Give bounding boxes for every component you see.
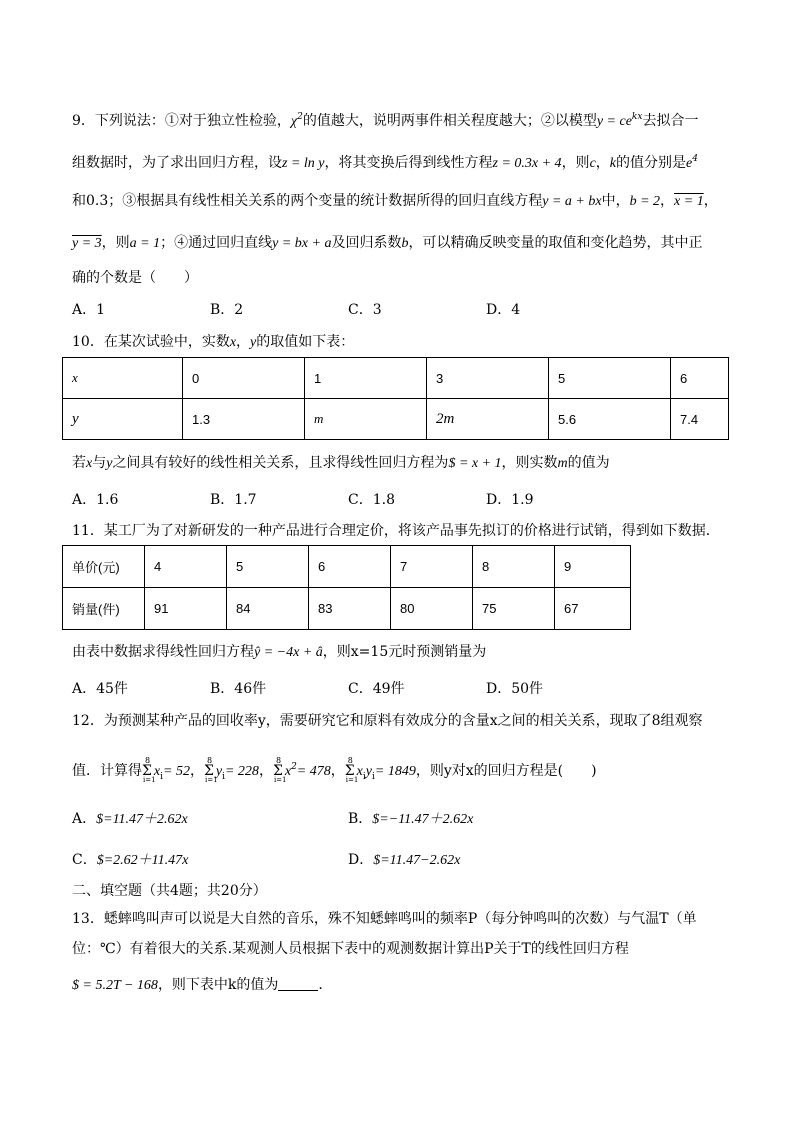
sigma-upper: 8 bbox=[145, 756, 151, 765]
q13-line1: 13．蟋蟀鸣叫声可以说是大自然的音乐，殊不知蟋蟀鸣叫的频率P（每分钟鸣叫的次数）与气温T（单 bbox=[72, 911, 697, 927]
sub-index: i bbox=[371, 772, 375, 782]
sum-var: x bbox=[153, 764, 161, 779]
b-value: b = 2 bbox=[629, 194, 661, 209]
sigma-lower: i=1 bbox=[273, 776, 287, 784]
q10-option-a[interactable]: A．1.6 bbox=[72, 492, 119, 508]
q12-option-b[interactable] bbox=[348, 810, 473, 829]
e-exponent: 4 bbox=[692, 154, 698, 164]
q9-text: ， bbox=[703, 193, 718, 209]
model-exponent: kx bbox=[631, 112, 643, 122]
q11-stem: 11．某工厂为了对新研发的一种产品进行合理定价，将该产品事先拟订的价格进行试销，得到如下数据． bbox=[72, 523, 720, 539]
q9-line3 bbox=[72, 192, 718, 211]
table-cell: 5 bbox=[549, 358, 671, 399]
q9-text: 及回归系数 bbox=[331, 235, 402, 251]
q10-text: 的取值如下表： bbox=[256, 334, 355, 350]
q12-option-c[interactable] bbox=[72, 851, 188, 870]
q13-text: . bbox=[318, 977, 323, 993]
table-cell: 5.6 bbox=[549, 399, 671, 440]
e-power: e bbox=[686, 156, 693, 171]
answer-blank[interactable] bbox=[278, 978, 318, 991]
var-y: y bbox=[250, 335, 257, 350]
table-cell: 1.3 bbox=[183, 399, 305, 440]
q10-table bbox=[62, 357, 729, 440]
q11-table bbox=[62, 545, 631, 630]
q9-option-a[interactable]: A．1 bbox=[72, 302, 106, 318]
table-row bbox=[63, 358, 729, 399]
q11-text: x=15元时预测销量为 bbox=[350, 644, 487, 660]
sigma-lower: i=1 bbox=[143, 776, 156, 784]
option-letter: A． bbox=[72, 811, 97, 827]
table-cell: 7.4 bbox=[671, 399, 729, 440]
q10-text: 与 bbox=[92, 455, 107, 471]
sigma-lower: i=1 bbox=[345, 776, 359, 784]
table-cell: 1 bbox=[305, 358, 427, 399]
table-cell: 8 bbox=[473, 546, 555, 588]
q10-text: ，则实数 bbox=[501, 455, 558, 471]
chi-exponent: 2 bbox=[297, 112, 303, 122]
var-y: y bbox=[106, 456, 113, 471]
table-cell: 单价(元) bbox=[63, 546, 145, 588]
table-cell: 80 bbox=[391, 588, 473, 630]
q13-line3 bbox=[72, 976, 323, 995]
q9-text: ，则 bbox=[561, 155, 590, 171]
q11-regression: ŷ = −4x + â bbox=[254, 645, 323, 660]
table-cell: 91 bbox=[145, 588, 227, 630]
q9-line2 bbox=[72, 150, 698, 173]
q10-option-d[interactable]: D．1.9 bbox=[486, 492, 534, 508]
q9-option-b[interactable]: B．2 bbox=[210, 302, 244, 318]
table-row bbox=[63, 588, 631, 630]
q9-text: 确的个数是（ ） bbox=[72, 270, 198, 286]
table-cell: 9 bbox=[555, 546, 631, 588]
q11-text: 由表中数据求得线性回归方程 bbox=[72, 644, 254, 660]
q10-option-c[interactable]: C．1.8 bbox=[348, 492, 395, 508]
regression-equation: y = a + bx bbox=[542, 194, 602, 209]
q10-text: 若 bbox=[72, 455, 86, 471]
z-equation: z = ln y bbox=[282, 156, 325, 171]
q12-text: 值．计算得 bbox=[72, 763, 142, 779]
q11-option-c[interactable]: C．49件 bbox=[348, 681, 405, 697]
q9-text: ，则 bbox=[101, 235, 130, 251]
section-heading: 二、填空题（共4题；共20分） bbox=[72, 883, 267, 899]
sup-index: 2 bbox=[291, 762, 297, 772]
q9-option-c[interactable]: C．3 bbox=[348, 302, 382, 318]
model-equation: y = ce bbox=[596, 114, 632, 129]
q11-option-b[interactable]: B．46件 bbox=[210, 681, 267, 697]
sigma-upper: 8 bbox=[206, 756, 213, 765]
table-cell: 83 bbox=[309, 588, 391, 630]
sub-index: i bbox=[362, 772, 366, 782]
table-row bbox=[63, 399, 729, 440]
q10-option-b[interactable]: B．1.7 bbox=[210, 492, 257, 508]
table-cell: m bbox=[305, 399, 427, 440]
q9-text: ，将其变换后得到线性方程 bbox=[324, 155, 493, 171]
q13-text: ，则下表中k的值为 bbox=[157, 977, 279, 993]
q9-line1 bbox=[72, 108, 698, 131]
q10-text: ， bbox=[236, 334, 251, 350]
q9-text: 和0.3；③根据具有线性相关关系的两个变量的统计数据所得的回归直线方程 bbox=[72, 193, 543, 209]
q11-option-a[interactable]: A．45件 bbox=[72, 681, 128, 697]
q9-text: 组数据时，为了求出回归方程，设 bbox=[72, 155, 282, 171]
var-c: c bbox=[589, 156, 596, 171]
table-cell: 5 bbox=[227, 546, 309, 588]
a-value: a = 1 bbox=[129, 236, 161, 251]
regression-line: y = bx + a bbox=[272, 236, 332, 251]
table-cell: 6 bbox=[671, 358, 729, 399]
q10-follow bbox=[72, 454, 610, 473]
var-b: b bbox=[401, 236, 409, 251]
sigma-upper: 8 bbox=[275, 756, 282, 765]
table-cell: 0 bbox=[183, 358, 305, 399]
q12-text: ， bbox=[330, 763, 345, 779]
q12-option-d[interactable] bbox=[348, 851, 460, 870]
option-equation: $=2.62＋11.47x bbox=[96, 853, 189, 868]
q9-text: ；④通过回归直线 bbox=[160, 235, 273, 251]
q13-line2: 位：℃）有着很大的关系.某观测人员根据下表中的观测数据计算出P关于T的线性回归方程 bbox=[72, 941, 629, 957]
sigma-symbol: Σ 8 i=1 bbox=[345, 762, 355, 780]
chi-symbol: χ bbox=[290, 114, 298, 129]
option-letter: B． bbox=[348, 811, 373, 827]
q11-text: ，则 bbox=[322, 644, 351, 660]
sum-value: = 478 bbox=[296, 764, 331, 779]
q13-regression: $ = 5.2T − 168 bbox=[72, 978, 158, 993]
option-equation: $=11.47＋2.62x bbox=[96, 812, 188, 827]
sum-var: y bbox=[365, 764, 372, 779]
q9-text: 中， bbox=[601, 193, 630, 209]
var-m: m bbox=[557, 456, 568, 471]
table-cell: x bbox=[63, 358, 183, 399]
sigma-lower: i=1 bbox=[204, 776, 218, 784]
q9-text: 的值越大，说明两事件相关程度越大；②以模型 bbox=[302, 113, 597, 129]
table-cell: 7 bbox=[391, 546, 473, 588]
sum-var: y bbox=[215, 764, 223, 779]
table-cell: 2m bbox=[427, 399, 549, 440]
sigma-symbol: Σ 8 i=1 bbox=[273, 762, 283, 780]
table-cell: 67 bbox=[555, 588, 631, 630]
q9-line5 bbox=[72, 269, 198, 287]
q12-option-a[interactable] bbox=[72, 810, 188, 829]
q10-text: 的值为 bbox=[567, 455, 610, 471]
q9-line4 bbox=[72, 234, 702, 253]
sum-var: x bbox=[284, 764, 292, 779]
q9-option-d[interactable]: D．4 bbox=[486, 302, 521, 318]
table-row bbox=[63, 546, 631, 588]
q12-text: ，则y对x的回归方程是( ) bbox=[415, 763, 597, 779]
q11-option-d[interactable]: D．50件 bbox=[486, 681, 544, 697]
var-k: k bbox=[609, 156, 616, 171]
option-letter: D． bbox=[348, 852, 374, 868]
q9-text: 的值分别是 bbox=[616, 155, 686, 171]
q9-text: ， bbox=[595, 155, 610, 171]
sigma-upper: 8 bbox=[347, 756, 353, 765]
sub-index: i bbox=[160, 772, 164, 782]
table-cell: 75 bbox=[473, 588, 555, 630]
q9-text: ， bbox=[660, 193, 675, 209]
q9-text: ，可以精确反映变量的取值和变化趋势，其中正 bbox=[408, 235, 703, 251]
q12-line1: 12．为预测某种产品的回收率y，需要研究它和原料有效成分的含量x之间的相关关系，现取了8组观察 bbox=[72, 713, 703, 729]
q10-text: 10．在某次试验中，实数 bbox=[72, 334, 230, 350]
table-cell: 6 bbox=[309, 546, 391, 588]
sigma-symbol: Σ 8 i=1 bbox=[142, 762, 152, 780]
q12-text: ， bbox=[189, 763, 204, 779]
sub-index: i bbox=[222, 772, 225, 782]
sum-var: x bbox=[356, 764, 363, 779]
var-x: x bbox=[86, 456, 93, 471]
q12-line2 bbox=[72, 758, 597, 786]
sigma-symbol: Σ 8 i=1 bbox=[204, 762, 214, 780]
var-x: x bbox=[229, 335, 237, 350]
q12-text: ， bbox=[258, 763, 273, 779]
sum-value: = 228 bbox=[224, 764, 259, 779]
q10-stem bbox=[72, 333, 354, 352]
option-equation: $=11.47−2.62x bbox=[373, 853, 461, 868]
table-cell: 4 bbox=[145, 546, 227, 588]
x-bar-value: x = 1 bbox=[674, 194, 704, 209]
sum-value: = 1849 bbox=[374, 764, 416, 779]
q9-text: 去拟合一 bbox=[642, 113, 699, 129]
q9-text: 9．下列说法：①对于独立性检验， bbox=[72, 113, 291, 129]
table-cell: 销量(件) bbox=[63, 588, 145, 630]
sum-value: = 52 bbox=[163, 764, 190, 779]
table-cell: 3 bbox=[427, 358, 549, 399]
q11-follow bbox=[72, 643, 486, 662]
option-equation: $=−11.47＋2.62x bbox=[372, 812, 474, 827]
table-cell: y bbox=[63, 399, 183, 440]
q10-regression: $ = x + 1 bbox=[448, 456, 502, 471]
q10-text: 之间具有较好的线性相关关系，且求得线性回归方程为 bbox=[112, 455, 449, 471]
table-cell: 84 bbox=[227, 588, 309, 630]
y-bar-value: y = 3 bbox=[72, 236, 102, 251]
linear-equation: z = 0.3x + 4 bbox=[492, 156, 562, 171]
option-letter: C． bbox=[72, 852, 97, 868]
